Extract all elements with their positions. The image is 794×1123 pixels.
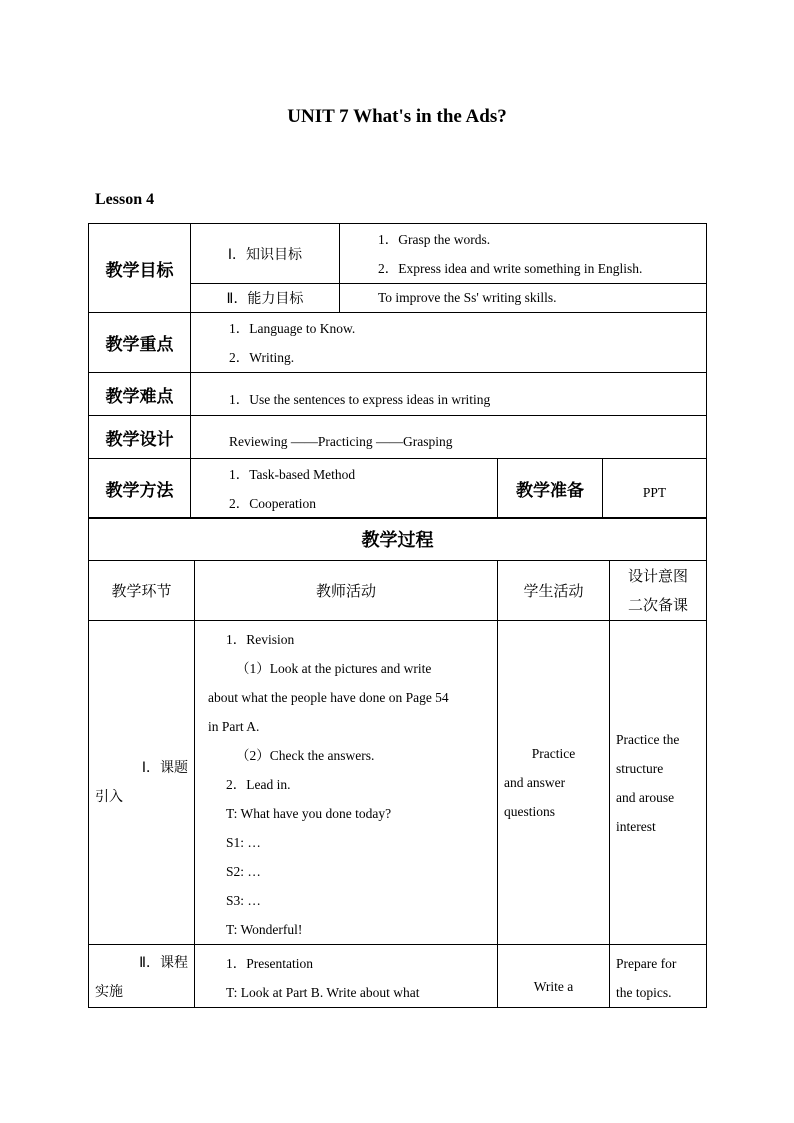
key-points [191, 313, 707, 373]
knowledge-objectives [340, 224, 707, 284]
key-point-item: 2．Writing. [229, 349, 295, 365]
knowledge-item: 2．Express idea and write something in English. [378, 260, 643, 276]
purpose-line: and arouse [616, 789, 675, 805]
stage-line: Ⅰ．课题 [141, 759, 188, 776]
purpose-line: the topics. [616, 985, 672, 1000]
student-line: Write a [533, 979, 574, 994]
teacher-line: （1）Look at the pictures and write [236, 661, 432, 676]
lesson-label: Lesson 4 [95, 191, 155, 208]
purpose-cell [610, 621, 707, 945]
stage-line: 实施 [95, 984, 123, 1000]
purpose-line: structure [616, 760, 664, 776]
ability-objective-label: Ⅱ．能力目标 [191, 284, 340, 313]
teacher-activity-cell [195, 621, 498, 945]
difficulties-label: 教学难点 [89, 373, 191, 416]
teacher-line: 2．Lead in. [226, 777, 291, 792]
design: Reviewing ——Practicing ——Grasping [191, 416, 707, 459]
teacher-line: （2）Check the answers. [236, 748, 375, 763]
document-title: UNIT 7 What's in the Ads? [287, 106, 507, 127]
header-purpose-line: 二次备课 [627, 595, 688, 614]
stage-cell [89, 621, 195, 945]
student-line: and answer [504, 775, 566, 790]
header-student-activity: 学生活动 [498, 561, 610, 621]
student-activity-cell [498, 621, 610, 945]
stage-cell [89, 945, 195, 1008]
design-label: 教学设计 [89, 416, 191, 459]
purpose-line: Prepare for [616, 956, 677, 971]
teacher-line: S1: … [226, 835, 261, 850]
teacher-line: S3: … [226, 893, 261, 908]
overview-table [88, 223, 707, 519]
objectives-label: 教学目标 [89, 224, 191, 313]
preparation-label: 教学准备 [498, 459, 603, 519]
knowledge-objective-label: Ⅰ．知识目标 [191, 224, 340, 284]
teacher-line: 1．Revision [226, 632, 295, 647]
purpose-line: Practice the [616, 731, 680, 747]
header-stage: 教学环节 [89, 561, 195, 621]
knowledge-item: 1．Grasp the words. [378, 231, 491, 247]
student-line: questions [504, 804, 556, 819]
purpose-cell [610, 945, 707, 1008]
teacher-activity-cell [195, 945, 498, 1008]
student-activity-cell [498, 945, 610, 1008]
methods-label: 教学方法 [89, 459, 191, 519]
method-item: 2．Cooperation [229, 495, 316, 511]
student-line: Practice [531, 746, 576, 761]
teacher-line: T: Look at Part B. Write about what [226, 985, 420, 1000]
difficulties: 1．Use the sentences to express ideas in writing [191, 373, 707, 416]
process-title: 教学过程 [89, 518, 707, 561]
stage-line: 引入 [95, 788, 123, 805]
key-point-item: 1．Language to Know. [229, 320, 356, 336]
teacher-line: T: What have you done today? [226, 806, 392, 821]
stage-line: Ⅱ．课程 [139, 955, 188, 971]
preparation: PPT [603, 459, 707, 519]
header-purpose-line: 设计意图 [627, 566, 688, 585]
method-item: 1．Task-based Method [229, 466, 356, 482]
purpose-line: interest [616, 818, 656, 834]
header-teacher-activity: 教师活动 [195, 561, 498, 621]
methods [191, 459, 498, 519]
teacher-line: in Part A. [208, 719, 260, 734]
process-table [88, 517, 707, 1008]
ability-objective: To improve the Ss' writing skills. [340, 284, 707, 313]
header-design-purpose [610, 561, 707, 621]
teacher-line: S2: … [226, 864, 261, 879]
key-points-label: 教学重点 [89, 313, 191, 373]
teacher-line: about what the people have done on Page 54 [208, 690, 449, 705]
teacher-line: T: Wonderful! [226, 922, 303, 937]
teacher-line: 1．Presentation [226, 956, 313, 971]
